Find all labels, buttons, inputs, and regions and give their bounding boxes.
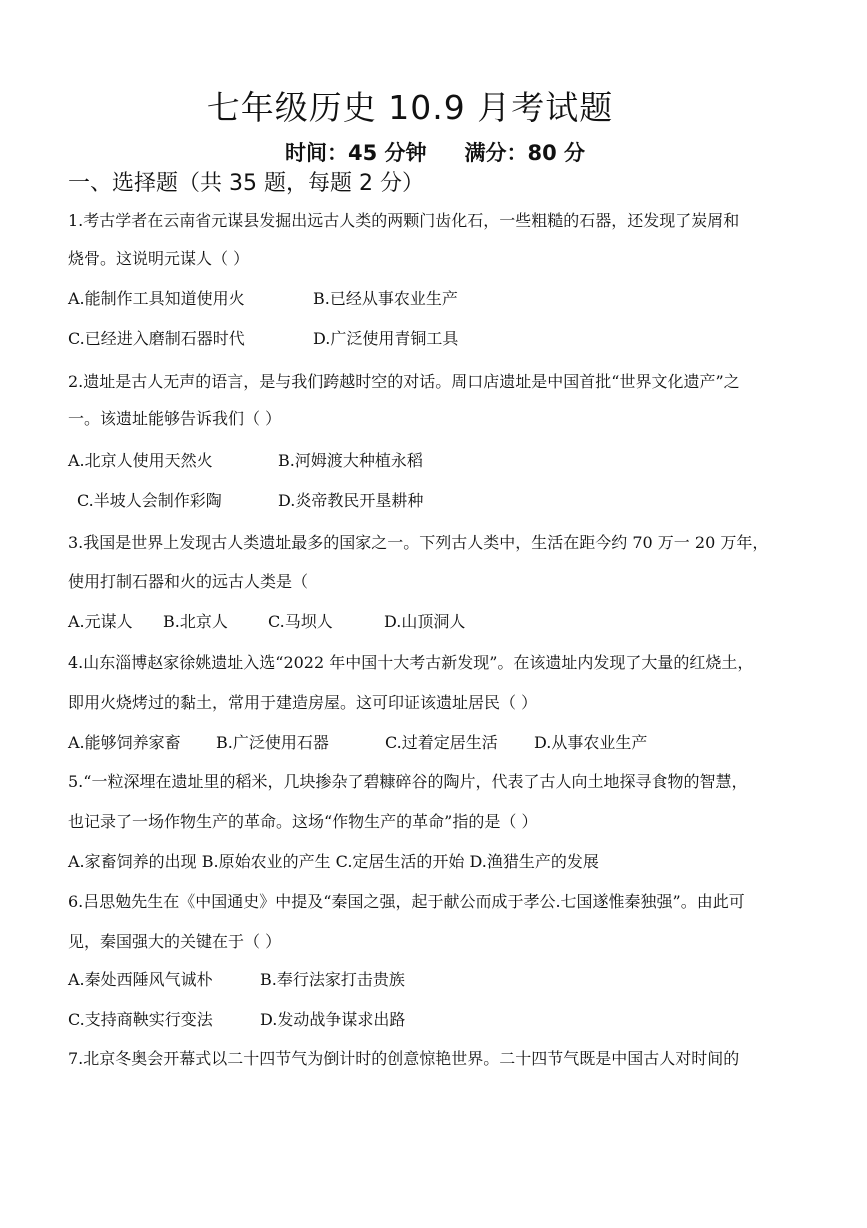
question-7-line-1: 7.北京冬奥会开幕式以二十四节气为倒计时的创意惊艳世界。二十四节气既是中国古人对时间的 bbox=[68, 1049, 740, 1068]
question-6-option-b: B.奉行法家打击贵族 bbox=[260, 970, 405, 989]
question-2-option-b: B.河姆渡大种植永稻 bbox=[278, 451, 423, 470]
question-1-line-2: 烧骨。这说明元谋人（ ） bbox=[68, 249, 250, 268]
question-3-option-b: B.北京人 bbox=[163, 612, 228, 631]
question-2-option-d: D.炎帝教民开垦耕种 bbox=[278, 491, 424, 510]
exam-score: 满分：80 分 bbox=[464, 141, 586, 165]
question-2-option-c: C.半坡人会制作彩陶 bbox=[77, 491, 222, 510]
question-1-line-1: 1.考古学者在云南省元谋县发掘出远古人类的两颗门齿化石，一些粗糙的石器，还发现了炭屑和 bbox=[68, 211, 740, 230]
question-3-line-1: 3.我国是世界上发现古人类遗址最多的国家之一。下列古人类中，生活在距今约 70 万一 20 万年， bbox=[68, 533, 769, 552]
question-4-line-1: 4.山东淄博赵家徐姚遗址入选“2022 年中国十大考古新发现”。在该遗址内发现了大量的红烧土， bbox=[68, 653, 754, 672]
question-1-option-b: B.已经从事农业生产 bbox=[313, 289, 458, 308]
question-4-option-c: C.过着定居生活 bbox=[385, 733, 498, 752]
question-3-option-a: A.元谋人 bbox=[68, 612, 133, 631]
section-heading: 一、选择题（共 35 题，每题 2 分） bbox=[68, 171, 424, 196]
question-1-option-a: A.能制作工具知道使用火 bbox=[68, 289, 245, 308]
question-6-option-c: C.支持商鞅实行变法 bbox=[68, 1010, 213, 1029]
question-5-line-2: 也记录了一场作物生产的革命。这场“作物生产的革命”指的是（ ） bbox=[68, 812, 538, 831]
question-6-option-d: D.发动战争谋求出路 bbox=[260, 1010, 406, 1029]
question-6-option-a: A.秦处西陲风气诚朴 bbox=[68, 970, 213, 989]
question-2-line-2: 一。该遗址能够告诉我们（ ） bbox=[68, 409, 282, 428]
question-6-line-2: 见，秦国强大的关键在于（ ） bbox=[68, 932, 282, 951]
question-3-option-d: D.山顶洞人 bbox=[384, 612, 466, 631]
exam-time: 时间：45 分钟 bbox=[284, 141, 427, 165]
exam-title: 七年级历史 10.9 月考试题 bbox=[206, 88, 614, 127]
question-3-line-2: 使用打制石器和火的远古人类是（ bbox=[68, 572, 309, 591]
question-1-option-d: D.广泛使用青铜工具 bbox=[313, 329, 459, 348]
question-3-option-c: C.马坝人 bbox=[268, 612, 333, 631]
question-2-option-a: A.北京人使用天然火 bbox=[68, 451, 213, 470]
question-4-option-d: D.从事农业生产 bbox=[534, 733, 648, 752]
exam-info bbox=[0, 137, 867, 167]
question-5-options: A.家畜饲养的出现 B.原始农业的产生 C.定居生活的开始 D.渔猎生产的发展 bbox=[68, 852, 599, 871]
question-6-line-1: 6.吕思勉先生在《中国通史》中提及“秦国之强，起于献公而成于孝公.七国遂惟秦独强”。由此可 bbox=[68, 892, 745, 911]
question-2-line-1: 2.遗址是古人无声的语言，是与我们跨越时空的对话。周口店遗址是中国首批“世界文化遗产”之 bbox=[68, 372, 740, 391]
question-1-option-c: C.已经进入磨制石器时代 bbox=[68, 329, 245, 348]
question-4-option-b: B.广泛使用石器 bbox=[216, 733, 329, 752]
question-4-option-a: A.能够饲养家畜 bbox=[68, 733, 181, 752]
question-5-line-1: 5.“一粒深埋在遗址里的稻米，几块掺杂了碧糠碎谷的陶片，代表了古人向土地探寻食物的智慧， bbox=[68, 772, 748, 791]
question-4-line-2: 即用火烧烤过的黏土，常用于建造房屋。这可印证该遗址居民（ ） bbox=[68, 693, 538, 712]
